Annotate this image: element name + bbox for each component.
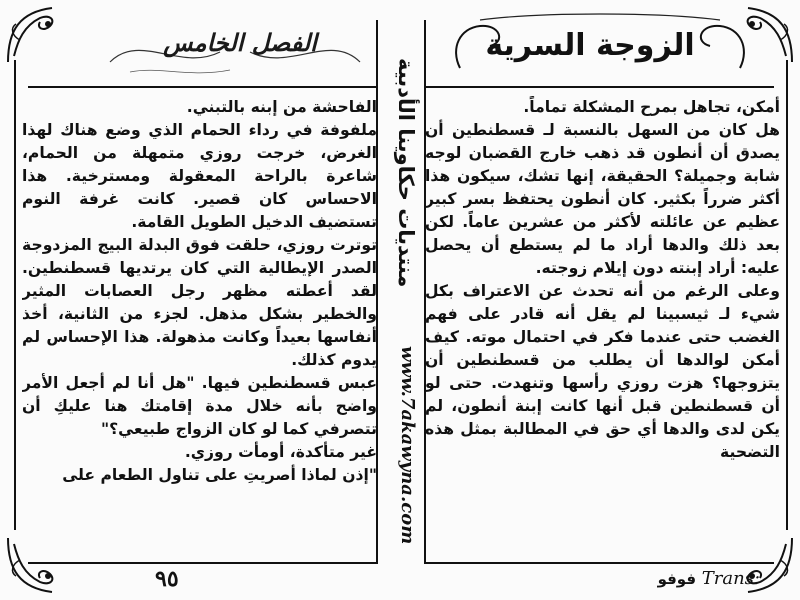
book-title: الزوجة السرية [485,28,695,63]
translator-credit [540,568,760,589]
right-frame-top [424,86,774,88]
page-number: ٩٥ [155,566,179,592]
right-page-body-text: أمكن، تجاهل بمرح المشكلة تماماً. هل كان من السهل بالنسبة لـ قسطنطين أن يصدق أن أنطون قد ذهب خارج القضبان لوجه شابة وجميلة؟ الحقيقة، إنها تشك، سيكون هذا أكثر ضرراً بكثير. كان أنطون يحتفظ بسر كبير عظيم عن عائلته لأكثر من عشرين عاماً. لكن بعد ذلك والدها أراد ما لم يستطع أن يحصل عليه: أراد إبنته دون إيلام زوجته. وعلى الرغم من أنه تحدث عن الاعتراف بكل شيء لـ ثيسبينا لم يقل أنه قادر على فهم الغضب حتى عندما فكر في احتمال موته. كيف أمكن لوالدها أن يطلب من قسطنطين أن يتزوجها؟ هزت روزي رأسها وتنهدت. حتى لو أن قسطنطين قبل أنها كانت إبنة أنطون، لم يكن لدى والدها أي حق في المطالبة بمثل هذه التضحية [425,98,780,461]
forum-name-vertical: منتديات حكاوينا الأدبية [394,58,418,288]
chapter-title: الفصل الخامس [163,28,317,57]
left-page-body-text: الفاحشة من إبنه بالتبني. ملفوفة في رداء الحمام الذي وضع هناك لهذا الغرض، خرجت روزي متمهلة من الحمام، شاعرة بالراحة المعقولة ومسترخية. هذا الاحساس كان قصير. كانت غرفة النوم تستضيف الدخيل الطويل القامة. توترت روزي، حلقت فوق البدلة البيج المزدوجة الصدر الإيطالية التي كان يرتديها قسطنطين. لقد أعطته مظهر رجل العصابات المثير والخطير بشكل مذهل. لجزء من الثانية، أخذ أنفاسها بعيداً وكانت مذهولة. هذا الإحساس لم يدوم كذلك. عبس قسطنطين فيها. "هل أنا لم أجعل الأمر واضح بأنه خلال مدة إقامتك هنا عليكِ أن تتصرفي كما لو كان الزواج طبيعي؟" غير متأكدة، أومأت روزي. "إذن لماذا أصريتِ على تناول الطعام على [22,98,377,484]
forum-url-vertical[interactable]: www.7akawyna.com [397,345,418,545]
left-frame-top [28,86,378,88]
right-page-text-column [425,96,780,558]
right-frame-bottom [424,562,774,564]
outer-frame-left [14,60,16,530]
translator-name: فوفو [657,570,697,588]
ornament-top-left-icon [0,0,70,70]
translator-label: Trans: [701,568,760,589]
left-page-text-column [22,96,377,558]
outer-frame-right [786,60,788,530]
left-frame-bottom [28,562,378,564]
